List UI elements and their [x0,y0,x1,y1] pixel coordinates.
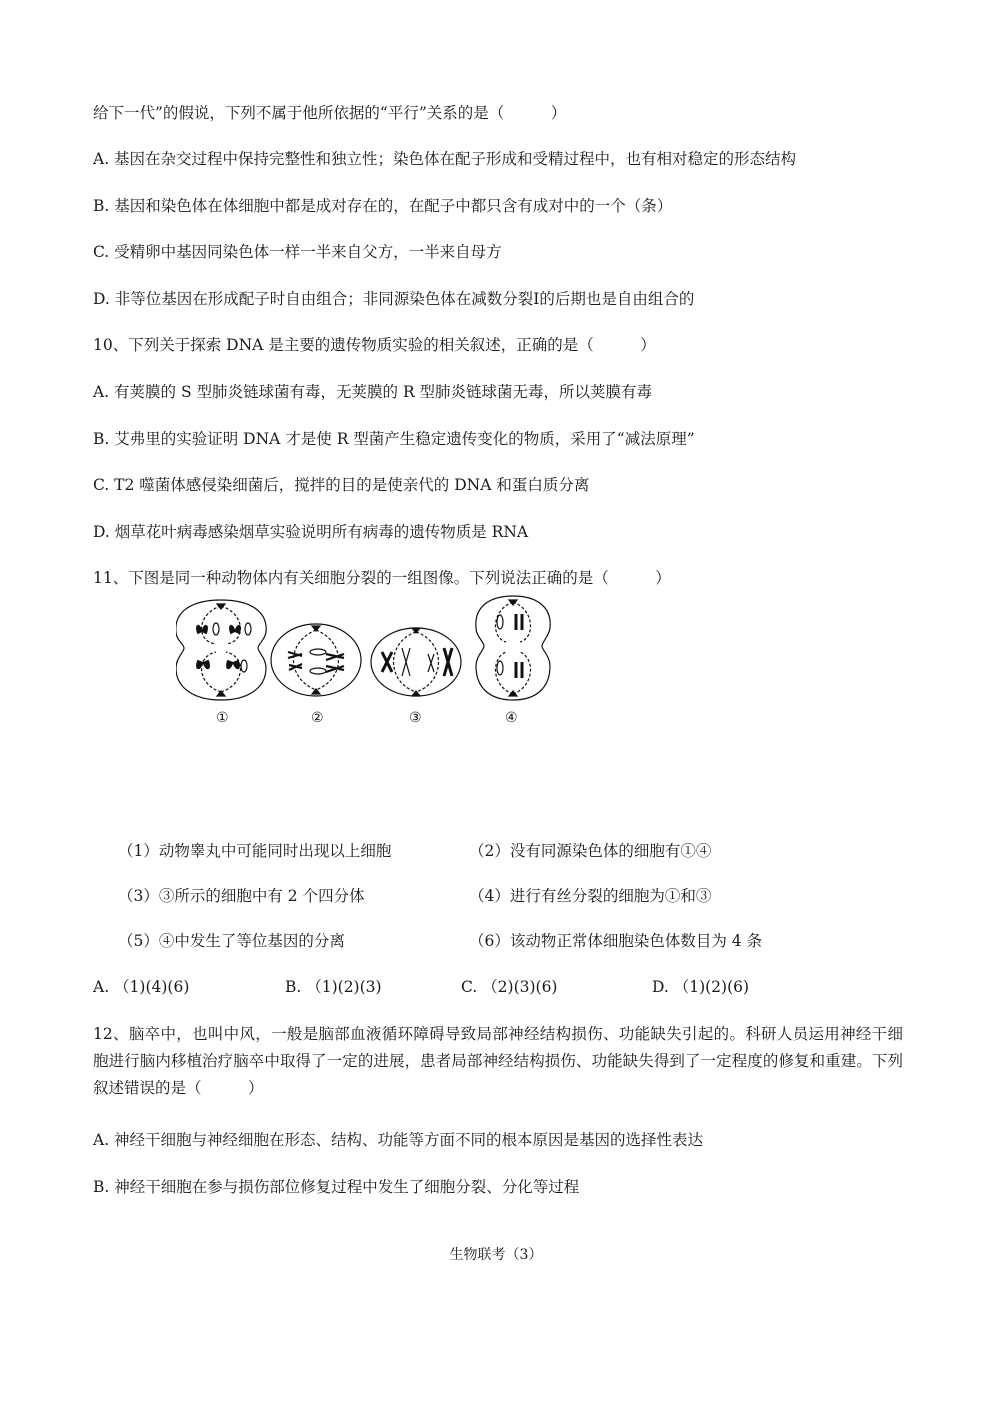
figure-label-1: ① [216,710,229,726]
q9-stem-tail: 给下一代”的假说，下列不属于他所依据的“平行”关系的是（ ） [93,104,567,122]
q11-statement-4: （4）进行有丝分裂的细胞为①和③ [469,887,712,905]
q9-option-b: B. 基因和染色体在体细胞中都是成对存在的，在配子中都只含有成对中的一个（条） [93,197,673,215]
q12-option-a: A. 神经干细胞与神经细胞在形态、结构、功能等方面不同的根本原因是基因的选择性表达 [93,1131,704,1149]
q10-option-b: B. 艾弗里的实验证明 DNA 才是使 R 型菌产生稳定遗传变化的物质，采用了“减法原理” [93,430,695,448]
cell-division-figure [176,592,556,707]
cell-2-diagram [271,624,361,696]
q10-option-c: C. T2 噬菌体感侵染细菌后，搅拌的目的是使亲代的 DNA 和蛋白质分离 [93,476,590,494]
page-footer: 生物联考（3） [449,1247,543,1263]
figure-label-3: ③ [409,710,422,726]
q12-stem: 12、脑卒中，也叫中风，一般是脑部血液循环障碍导致局部神经结构损伤、功能缺失引起的。科研人员运用神经干细胞进行脑内移植治疗脑卒中取得了一定的进展，患者局部神经结构损伤、功能缺失得到了一定程度的修复和重建。下列叙述错误的是（ ） [93,1025,903,1097]
q11-statement-6: （6）该动物正常体细胞染色体数目为 4 条 [469,932,763,950]
cell-4-diagram [476,596,550,700]
q9-option-d: D. 非等位基因在形成配子时自由组合；非同源染色体在减数分裂Ⅰ的后期也是自由组合的 [93,290,695,308]
q10-option-d: D. 烟草花叶病毒感染烟草实验说明所有病毒的遗传物质是 RNA [93,523,529,541]
q11-statement-2: （2）没有同源染色体的细胞有①④ [469,842,712,860]
q9-option-a: A. 基因在杂交过程中保持完整性和独立性；染色体在配子形成和受精过程中，也有相对稳定的形态结构 [93,150,797,168]
q10-option-a: A. 有荚膜的 S 型肺炎链球菌有毒，无荚膜的 R 型肺炎链球菌无毒，所以荚膜有毒 [93,383,653,401]
q10-stem: 10、下列关于探索 DNA 是主要的遗传物质实验的相关叙述，正确的是（ ） [93,336,656,354]
figure-label-2: ② [311,710,324,726]
q11-statement-5: （5）④中发生了等位基因的分离 [118,932,345,950]
q11-statement-3: （3）③所示的细胞中有 2 个四分体 [118,887,365,905]
q11-choice-b: B. （1)(2)(3) [285,978,382,996]
q11-choice-a: A. （1)(4)(6) [93,978,190,996]
q9-option-c: C. 受精卵中基因同染色体一样一半来自父方，一半来自母方 [93,243,502,261]
figure-label-4: ④ [505,710,518,726]
q11-statement-1: （1）动物睾丸中可能同时出现以上细胞 [118,842,392,860]
cell-3-diagram [371,628,461,696]
q12-option-b: B. 神经干细胞在参与损伤部位修复过程中发生了细胞分裂、分化等过程 [93,1178,580,1196]
q11-stem: 11、下图是同一种动物体内有关细胞分裂的一组图像。下列说法正确的是（ ） [93,569,671,587]
cell-1-diagram [176,600,266,700]
q11-choice-d: D. （1)(2)(6) [652,978,750,996]
q11-choice-c: C. （2)(3)(6) [461,978,558,996]
